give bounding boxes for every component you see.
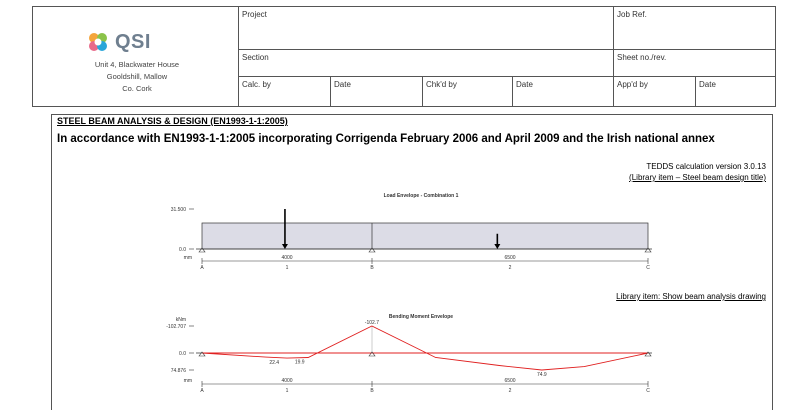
logo-mark-icon xyxy=(85,29,111,55)
section-label: Section xyxy=(242,53,269,62)
moment-value-label: -102.7 xyxy=(364,320,379,327)
date-label: Date xyxy=(334,80,351,89)
span-length-label: 4000 xyxy=(281,255,293,261)
span-length-label: 4000 xyxy=(281,378,293,384)
span-length-label: 6500 xyxy=(504,255,516,261)
moment-value-label: 22.4 xyxy=(269,360,280,367)
address-line: Gooldshill, Mallow xyxy=(106,72,168,81)
support-label: B xyxy=(370,265,374,271)
divider xyxy=(695,76,696,107)
address-line: Unit 4, Blackwater House xyxy=(94,60,180,69)
logo-center xyxy=(95,39,102,46)
divider xyxy=(238,7,239,107)
appd-by-label: App'd by xyxy=(617,80,648,89)
chart-title: Load Envelope - Combination 1 xyxy=(383,193,459,199)
support-label: C xyxy=(646,265,650,271)
support-label: B xyxy=(370,388,374,394)
moment-value-label: 74.9 xyxy=(536,372,547,379)
address-line: Co. Cork xyxy=(122,84,152,93)
load-envelope-chart xyxy=(0,186,800,276)
divider xyxy=(238,49,776,50)
y-tick-label: 74.876 xyxy=(170,368,186,374)
library-item-title: (Library item – Steel beam design title) xyxy=(629,173,766,182)
support-label: A xyxy=(200,388,204,394)
divider xyxy=(238,76,776,77)
company-logo xyxy=(85,29,111,60)
chart-title: Bending Moment Envelope xyxy=(388,314,454,320)
chkd-by-label: Chk'd by xyxy=(426,80,457,89)
span-number-label: 1 xyxy=(285,388,289,394)
span-number-label: 1 xyxy=(285,265,289,271)
divider xyxy=(330,76,331,107)
divider xyxy=(512,76,513,107)
y-unit-label: kNm xyxy=(175,317,186,323)
support-label: C xyxy=(646,388,650,394)
library-item-drawing: Library item: Show beam analysis drawing xyxy=(616,292,766,301)
y-tick-label: 0.0 xyxy=(179,247,186,253)
calc-by-label: Calc. by xyxy=(242,80,271,89)
y-tick-label: 0.0 xyxy=(179,351,186,357)
document-heading: In accordance with EN1993-1-1:2005 incorporating Corrigenda February 2006 and April 2009 and the Irish national annex xyxy=(57,133,715,145)
udl-load-block xyxy=(202,223,648,249)
y-tick-label: -102.707 xyxy=(166,324,186,330)
tedds-version: TEDDS calculation version 3.0.13 xyxy=(646,162,766,171)
moment-value-label: 19.9 xyxy=(294,359,305,366)
unit-label: mm xyxy=(183,378,192,384)
span-number-label: 2 xyxy=(508,388,512,394)
logo-text: QSI xyxy=(115,31,151,53)
bending-moment-chart xyxy=(0,306,800,396)
y-tick-label: 31.500 xyxy=(170,207,186,213)
document-title: STEEL BEAM ANALYSIS & DESIGN (EN1993-1-1:2005) xyxy=(57,116,288,126)
span-length-label: 6500 xyxy=(504,378,516,384)
date-label: Date xyxy=(516,80,533,89)
divider xyxy=(613,7,614,107)
unit-label: mm xyxy=(183,255,192,261)
divider xyxy=(422,76,423,107)
support-label: A xyxy=(200,265,204,271)
calc-header xyxy=(32,6,776,107)
sheet-label: Sheet no./rev. xyxy=(617,53,667,62)
job-ref-label: Job Ref. xyxy=(617,10,647,19)
project-label: Project xyxy=(242,10,267,19)
span-number-label: 2 xyxy=(508,265,512,271)
company-address xyxy=(57,59,217,95)
date-label: Date xyxy=(699,80,716,89)
